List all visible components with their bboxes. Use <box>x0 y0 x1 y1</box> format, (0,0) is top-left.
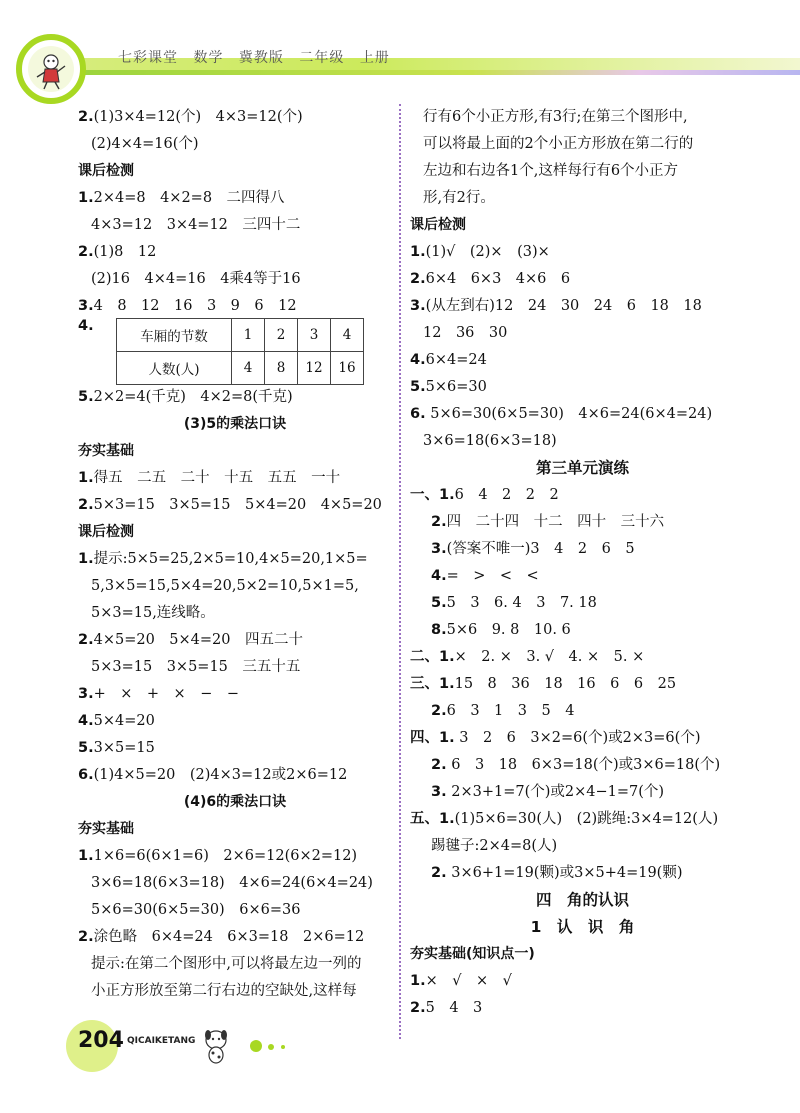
carriage-table <box>116 318 364 385</box>
table-cell: 12 <box>298 352 331 385</box>
left-column <box>78 104 392 1005</box>
answer-text: 5 4 3 <box>425 1000 483 1016</box>
answer-text: (2)4×4=16(个) <box>91 136 199 152</box>
answer-text: 3×6=18(6×3=18) 4×6=24(6×4=24) <box>91 875 373 891</box>
answer-number: 2. <box>431 757 447 773</box>
answer-line <box>78 185 392 212</box>
answer-line <box>410 563 755 590</box>
answer-line <box>78 293 392 320</box>
answer-number: 4. <box>410 352 426 368</box>
table-row <box>117 319 364 352</box>
answer-line <box>410 968 755 995</box>
answer-line <box>78 600 392 627</box>
answer-line <box>410 347 755 374</box>
answer-line <box>410 131 755 158</box>
lesson-title <box>78 789 392 816</box>
header-rainbow-strip <box>72 70 800 75</box>
answer-number: 6. <box>410 406 426 422</box>
answer-line <box>410 833 755 860</box>
heading-text: 课后检测 <box>78 163 134 179</box>
answer-line <box>78 384 392 411</box>
answer-text: 5×3=15 3×5=15 三五十五 <box>91 659 301 675</box>
answer-number: 3. <box>431 784 447 800</box>
answer-number: 一、1. <box>410 487 455 503</box>
heading-text: 夯实基础 <box>78 443 134 459</box>
answer-line <box>410 509 755 536</box>
header-edition: 冀教版 <box>238 50 284 66</box>
answer-number: 1. <box>78 470 94 486</box>
table-cell: 3 <box>298 319 331 352</box>
unit-title-text: 四 角的认识 <box>535 891 629 909</box>
answer-text: 4×5=20 5×4=20 四五二十 <box>93 632 304 648</box>
section-heading <box>410 941 755 968</box>
table-cell: 4 <box>232 352 265 385</box>
answer-text: 踢毽子:2×4=8(人) <box>431 838 558 854</box>
answer-line <box>410 590 755 617</box>
answer-text: 3×5=15 <box>93 740 155 756</box>
section-heading <box>78 158 392 185</box>
answer-number: 五、1. <box>410 811 455 827</box>
answer-text: 15 8 36 18 16 6 6 25 <box>454 676 677 692</box>
answer-text: 2×3+1=7(个)或2×4−1=7(个) <box>446 784 665 800</box>
lesson-title-text: (3)5的乘法口诀 <box>183 416 287 432</box>
answer-line <box>78 266 392 293</box>
answer-text: 可以将最上面的2个小正方形放在第二行的 <box>423 136 694 152</box>
answer-line <box>410 401 755 428</box>
answer-text: 形,有2行。 <box>423 190 495 206</box>
answer-line <box>410 752 755 779</box>
lesson-title <box>78 411 392 438</box>
answer-text: 6 4 2 2 2 <box>454 487 559 503</box>
header-grade: 二年级 <box>299 50 345 66</box>
answer-text: 6×4=24 <box>425 352 487 368</box>
table-cell: 4 <box>331 319 364 352</box>
answer-text: × 2. × 3. √ 4. × 5. × <box>454 649 645 665</box>
answer-line <box>78 681 392 708</box>
section-heading <box>78 816 392 843</box>
table-row <box>117 352 364 385</box>
unit-title-text: 1 认 识 角 <box>530 918 635 936</box>
header-title <box>118 47 400 67</box>
table-cell: 2 <box>265 319 298 352</box>
answer-text: 12 36 30 <box>423 325 508 341</box>
heading-text: 课后检测 <box>410 217 466 233</box>
answer-text: (1)4×5=20 (2)4×3=12或2×6=12 <box>93 767 348 783</box>
answer-text: 4 8 12 16 3 9 6 12 <box>93 298 297 314</box>
heading-text: 夯实基础 <box>78 821 134 837</box>
answer-text: = > < < <box>446 568 539 584</box>
answer-line <box>78 627 392 654</box>
answer-text: 5×6=30(6×5=30) 6×6=36 <box>91 902 301 918</box>
answer-text: (1)8 12 <box>93 244 157 260</box>
unit-title <box>410 455 755 482</box>
answer-table <box>78 318 392 384</box>
unit-title <box>410 887 755 914</box>
answer-number: 2. <box>431 703 447 719</box>
answer-line <box>78 870 392 897</box>
answer-line <box>410 266 755 293</box>
header-volume: 上册 <box>359 50 390 66</box>
answer-text: (答案不唯一)3 4 2 6 5 <box>446 541 635 557</box>
answer-line <box>410 698 755 725</box>
heading-text: 夯实基础(知识点一) <box>410 946 535 962</box>
answer-line <box>78 897 392 924</box>
unit-title <box>410 914 755 941</box>
answer-line <box>78 843 392 870</box>
answer-line <box>410 158 755 185</box>
answer-line <box>78 465 392 492</box>
answer-text: (1)5×6=30(人) (2)跳绳:3×4=12(人) <box>454 811 719 827</box>
answer-number: 8. <box>431 622 447 638</box>
answer-number: 四、1. <box>410 730 455 746</box>
answer-text: (从左到右)12 24 30 24 6 18 18 <box>425 298 702 314</box>
answer-text: (1)√ (2)× (3)× <box>425 244 550 260</box>
answer-text: 6 3 1 3 5 4 <box>446 703 575 719</box>
answer-number: 2. <box>78 929 94 945</box>
answer-line <box>78 239 392 266</box>
answer-number: 1. <box>78 190 94 206</box>
answer-number: 6. <box>78 767 94 783</box>
answer-line <box>410 644 755 671</box>
answer-line <box>410 671 755 698</box>
section-heading <box>78 519 392 546</box>
unit-title-text: 第三单元演练 <box>535 459 629 477</box>
answer-number: 2. <box>410 271 426 287</box>
right-column <box>410 104 755 1022</box>
answer-line <box>410 536 755 563</box>
answer-text: (1)3×4=12(个) 4×3=12(个) <box>93 109 303 125</box>
answer-line <box>78 708 392 735</box>
answer-number: 4. <box>431 568 447 584</box>
answer-line <box>410 806 755 833</box>
page-number: 204 <box>78 1028 124 1053</box>
answer-number: 2. <box>78 109 94 125</box>
answer-line <box>410 320 755 347</box>
answer-text: 四 二十四 十二 四十 三十六 <box>446 514 665 530</box>
answer-number: 5. <box>78 740 94 756</box>
answer-text: 6×4 6×3 4×6 6 <box>425 271 571 287</box>
answer-number: 3. <box>431 541 447 557</box>
footer-dot-3 <box>281 1045 285 1049</box>
answer-text: 3×6+1=19(颗)或3×5+4=19(颗) <box>446 865 683 881</box>
answer-text: 提示:5×5=25,2×5=10,4×5=20,1×5= <box>93 551 368 567</box>
answer-line <box>78 978 392 1005</box>
answer-text: 3×6=18(6×3=18) <box>423 433 557 449</box>
answer-number: 2. <box>78 632 94 648</box>
mascot-icon <box>28 46 74 92</box>
answer-line <box>78 212 392 239</box>
answer-text: 5×4=20 <box>93 713 155 729</box>
answer-line <box>78 924 392 951</box>
answer-line <box>410 725 755 752</box>
answer-number: 1. <box>78 848 94 864</box>
table-cell: 1 <box>232 319 265 352</box>
answer-number: 2. <box>431 514 447 530</box>
answer-number: 1. <box>78 551 94 567</box>
section-heading <box>78 438 392 465</box>
answer-number: 2. <box>410 1000 426 1016</box>
answer-line <box>78 492 392 519</box>
answer-number: 3. <box>410 298 426 314</box>
answer-number: 4. <box>78 318 94 334</box>
table-cell: 8 <box>265 352 298 385</box>
answer-line <box>410 293 755 320</box>
answer-line <box>410 239 755 266</box>
answer-line <box>78 654 392 681</box>
header-subject: 数学 <box>193 50 224 66</box>
answer-text: + × + × − − <box>93 686 240 702</box>
answer-text: 1×6=6(6×1=6) 2×6=12(6×2=12) <box>93 848 358 864</box>
answer-text: 行有6个小正方形,有3行;在第三个图形中, <box>423 109 688 125</box>
answer-text: 5×6 9. 8 10. 6 <box>446 622 571 638</box>
answer-line <box>78 131 392 158</box>
answer-line <box>78 951 392 978</box>
heading-text: 课后检测 <box>78 524 134 540</box>
footer-dot-1 <box>250 1040 262 1052</box>
answer-number: 2. <box>78 244 94 260</box>
answer-line <box>410 995 755 1022</box>
answer-text: 5 3 6. 4 3 7. 18 <box>446 595 597 611</box>
header-brand: 七彩课堂 <box>118 50 178 66</box>
answer-text: 得五 二五 二十 十五 五五 一十 <box>93 470 341 486</box>
answer-line <box>78 546 392 573</box>
answer-text: 提示:在第二个图形中,可以将最左边一列的 <box>91 956 362 972</box>
lesson-title-text: (4)6的乘法口诀 <box>183 794 287 810</box>
answer-line <box>410 185 755 212</box>
footer-brand: QICAIKETANG <box>127 1036 196 1046</box>
answer-text: 4×3=12 3×4=12 三四十二 <box>91 217 301 233</box>
answer-number: 1. <box>410 973 426 989</box>
answer-number: 1. <box>410 244 426 260</box>
answer-line <box>410 860 755 887</box>
table-cell: 16 <box>331 352 364 385</box>
answer-text: 3 2 6 3×2=6(个)或2×3=6(个) <box>454 730 701 746</box>
answer-line <box>78 735 392 762</box>
answer-line <box>78 762 392 789</box>
answer-number: 三、1. <box>410 676 455 692</box>
answer-text: 5×6=30 <box>425 379 487 395</box>
table-row-label: 车厢的节数 <box>117 319 232 352</box>
answer-number: 5. <box>410 379 426 395</box>
answer-text: 小正方形放至第二行右边的空缺处,这样每 <box>91 983 357 999</box>
answer-text: 2×2=4(千克) 4×2=8(千克) <box>93 389 293 405</box>
answer-number: 2. <box>78 497 94 513</box>
answer-number: 4. <box>78 713 94 729</box>
answer-number: 3. <box>78 298 94 314</box>
answer-text: 涂色略 6×4=24 6×3=18 2×6=12 <box>93 929 365 945</box>
answer-text: 5×3=15,连线略。 <box>91 605 215 621</box>
answer-text: (2)16 4×4=16 4乘4等于16 <box>91 271 301 287</box>
answer-text: 2×4=8 4×2=8 二四得八 <box>93 190 285 206</box>
answer-line <box>78 573 392 600</box>
answer-number: 5. <box>431 595 447 611</box>
answer-number: 3. <box>78 686 94 702</box>
answer-line <box>410 482 755 509</box>
section-heading <box>410 212 755 239</box>
answer-line <box>410 428 755 455</box>
answer-number: 2. <box>431 865 447 881</box>
footer-mascot-icon <box>196 1026 236 1066</box>
answer-text: × √ × √ <box>425 973 512 989</box>
answer-text: 5×3=15 3×5=15 5×4=20 4×5=20 <box>93 497 382 513</box>
footer-dot-2 <box>268 1044 274 1050</box>
answer-text: 5,3×5=15,5×4=20,5×2=10,5×1=5, <box>91 578 359 594</box>
answer-text: 5×6=30(6×5=30) 4×6=24(6×4=24) <box>425 406 713 422</box>
answer-number: 二、1. <box>410 649 455 665</box>
answer-text: 6 3 18 6×3=18(个)或3×6=18(个) <box>446 757 721 773</box>
answer-text: 左边和右边各1个,这样每行有6个小正方 <box>423 163 679 179</box>
answer-line <box>410 779 755 806</box>
column-divider <box>399 104 401 1039</box>
answer-line <box>410 617 755 644</box>
answer-line <box>78 104 392 131</box>
answer-line <box>410 104 755 131</box>
table-row-label: 人数(人) <box>117 352 232 385</box>
answer-line <box>410 374 755 401</box>
answer-number: 5. <box>78 389 94 405</box>
